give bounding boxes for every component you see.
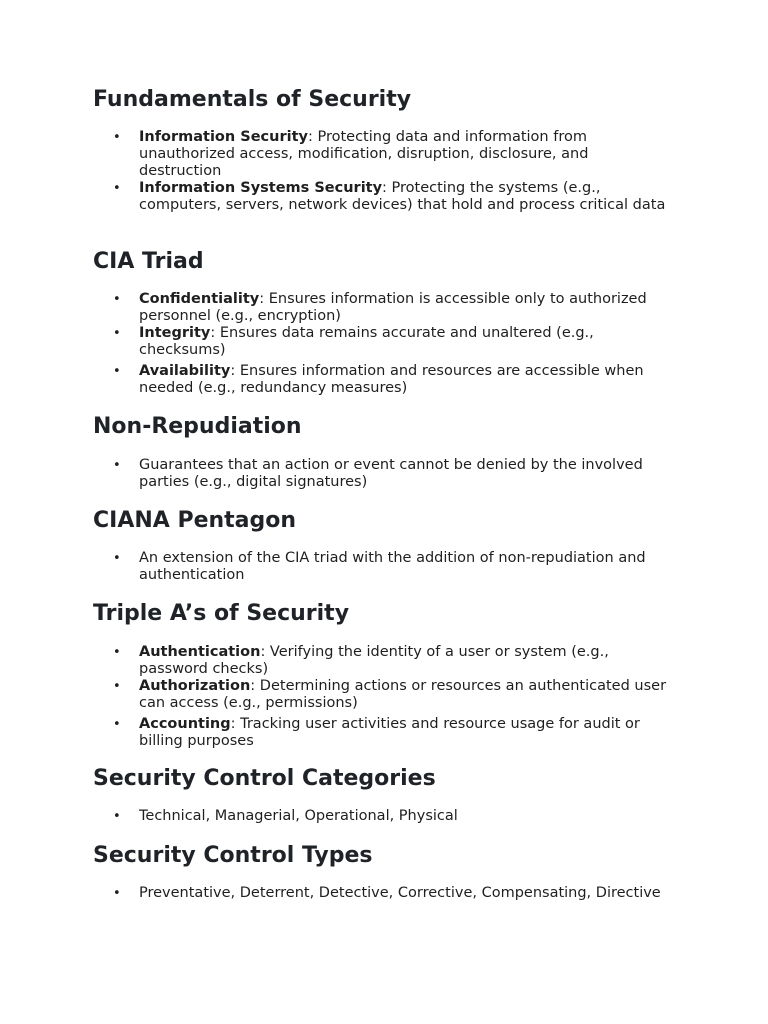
item-term: Authentication	[139, 644, 261, 660]
list-item	[93, 457, 673, 491]
bullet-icon: •	[113, 130, 121, 145]
section-heading: Security Control Categories	[93, 766, 436, 791]
section-fundamentals	[93, 87, 673, 214]
list-item	[93, 885, 673, 902]
section-control-types	[93, 843, 673, 902]
bullet-icon: •	[113, 645, 121, 660]
item-text: : Verifying the identity of a user or system (e.g., password checks)	[139, 644, 609, 677]
item-term: Confidentiality	[139, 291, 260, 307]
section-cia-triad	[93, 249, 673, 397]
item-text: : Ensures data remains accurate and unaltered (e.g., checksums)	[139, 325, 594, 358]
list-item	[93, 644, 673, 678]
section-heading: CIANA Pentagon	[93, 508, 297, 533]
bullet-list	[93, 291, 673, 397]
section-heading: Security Control Types	[93, 843, 373, 868]
item-term: Availability	[139, 363, 231, 379]
section-non-repudiation	[93, 414, 673, 491]
bullet-list	[93, 457, 673, 491]
section-heading: Triple A’s of Security	[93, 601, 350, 626]
list-item	[93, 716, 673, 750]
item-text: : Protecting the systems (e.g., computers, servers, network devices) that hold and process critical data	[139, 180, 666, 213]
bullet-icon: •	[113, 181, 121, 196]
item-text: : Determining actions or resources an authenticated user can access (e.g., permissions)	[139, 678, 667, 711]
item-text: An extension of the CIA triad with the addition of non-repudiation and authentication	[139, 550, 646, 583]
section-heading: Fundamentals of Security	[93, 87, 412, 112]
bullet-icon: •	[113, 809, 121, 824]
bullet-list	[93, 885, 673, 902]
bullet-list	[93, 644, 673, 750]
bullet-list	[93, 808, 673, 825]
item-text: Technical, Managerial, Operational, Physical	[139, 808, 458, 824]
bullet-icon: •	[113, 326, 121, 341]
list-item	[93, 363, 673, 397]
bullet-list	[93, 129, 673, 214]
list-item	[93, 325, 673, 359]
item-text: : Tracking user activities and resource usage for audit or billing purposes	[139, 716, 640, 749]
item-text: : Ensures information and resources are accessible when needed (e.g., redundancy measures)	[139, 363, 644, 396]
list-item	[93, 550, 673, 584]
bullet-icon: •	[113, 292, 121, 307]
section-heading: Non-Repudiation	[93, 414, 302, 439]
list-item	[93, 129, 673, 180]
item-term: Authorization	[139, 678, 251, 694]
item-text: : Protecting data and information from unauthorized access, modification, disruption, disclosure, and destruction	[139, 129, 589, 179]
section-heading: CIA Triad	[93, 249, 204, 274]
section-ciana-pentagon	[93, 508, 673, 584]
item-text: Guarantees that an action or event cannot be denied by the involved parties (e.g., digital signatures)	[139, 457, 643, 490]
list-item	[93, 808, 673, 825]
section-triple-a	[93, 601, 673, 750]
item-term: Information Systems Security	[139, 180, 383, 196]
bullet-icon: •	[113, 886, 121, 901]
bullet-icon: •	[113, 679, 121, 694]
bullet-icon: •	[113, 551, 121, 566]
item-term: Accounting	[139, 716, 231, 732]
bullet-icon: •	[113, 717, 121, 732]
bullet-icon: •	[113, 364, 121, 379]
section-control-categories	[93, 766, 673, 825]
bullet-icon: •	[113, 458, 121, 473]
item-text: Preventative, Deterrent, Detective, Corrective, Compensating, Directive	[139, 885, 661, 901]
list-item	[93, 678, 673, 712]
item-term: Integrity	[139, 325, 211, 341]
list-item	[93, 180, 673, 214]
bullet-list	[93, 550, 673, 584]
item-text: : Ensures information is accessible only to authorized personnel (e.g., encryption)	[139, 291, 647, 324]
item-term: Information Security	[139, 129, 308, 145]
list-item	[93, 291, 673, 325]
